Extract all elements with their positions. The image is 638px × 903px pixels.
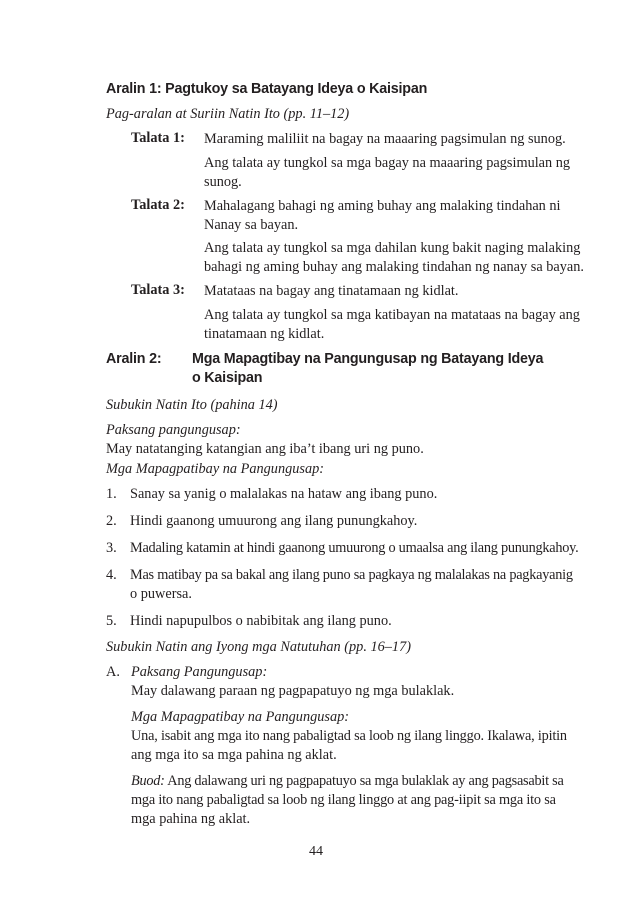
list-item-text: Madaling katamin at hindi gaanong umuurong o umaalsa ang ilang punungkahoy. — [130, 540, 579, 556]
page-number: 44 — [309, 844, 323, 859]
talata-3-note-line: tinatamaan ng kidlat. — [204, 326, 325, 342]
list-item-text: Hindi gaanong umuurong ang ilang punungkahoy. — [130, 513, 418, 529]
talata-1-note-line: sunog. — [204, 174, 242, 190]
section-a-buod-line-1 — [131, 771, 564, 791]
aralin1-heading: Aralin 1: Pagtukoy sa Batayang Ideya o Kaisipan — [106, 81, 428, 97]
section-a-paksang-label: Paksang Pangungusap: — [131, 664, 268, 680]
talata-1-note-line: Ang talata ay tungkol sa mga bagay na maaaring pagsimulan ng — [204, 155, 571, 171]
list-item-text: Mas matibay pa sa bakal ang ilang puno sa pagkaya ng malalakas na pagkayanig — [130, 567, 573, 583]
section-a-paksang-text: May dalawang paraan ng pagpapatuyo ng mga bulaklak. — [131, 683, 455, 699]
list-item-number: 2. — [106, 513, 117, 529]
aralin1-subtitle: Pag-aralan at Suriin Natin Ito (pp. 11–12) — [106, 106, 350, 122]
buod-label: Buod: — [131, 773, 165, 789]
list-item-number: 5. — [106, 613, 117, 629]
list-item-text: Sanay sa yanig o malalakas na hataw ang ibang puno. — [130, 486, 438, 502]
section-a-mapagpatibay-line: Una, isabit ang mga ito nang pabaligtad sa loob ng ilang linggo. Ikalawa, ipitin — [131, 728, 567, 744]
buod-text: Ang dalawang uri ng pagpapatuyo sa mga bulaklak ay ang pagsasabit sa — [164, 773, 564, 789]
paksang-label: Paksang pangungusap: — [106, 422, 241, 438]
list-item-number: 3. — [106, 540, 117, 556]
talata-3-text: Matataas na bagay ang tinatamaan ng kidlat. — [204, 283, 459, 299]
talata-2-note-line: Ang talata ay tungkol sa mga dahilan kung bakit naging malaking — [204, 240, 581, 256]
aralin2-title-line: Mga Mapagtibay na Pangungusap ng Batayang Ideya — [192, 351, 544, 367]
talata-1-label: Talata 1: — [131, 130, 185, 146]
section-a-letter: A. — [106, 664, 120, 680]
list-item-text: o puwersa. — [130, 586, 192, 602]
section-a-mapagpatibay-line: ang mga ito sa mga pahina ng aklat. — [131, 747, 337, 763]
list-item-number: 1. — [106, 486, 117, 502]
talata-2-text-line: Nanay sa bayan. — [204, 217, 299, 233]
talata-2-note-line: bahagi ng aming buhay ang malaking tindahan ng nanay sa bayan. — [204, 259, 584, 275]
section-a-buod-line: mga ito nang pabaligtad sa loob ng ilang linggo at ang pag-iipit sa mga ito sa — [131, 792, 556, 808]
mapagpatibay-label: Mga Mapagpatibay na Pangungusap: — [106, 461, 325, 477]
section-a-mapagpatibay-label: Mga Mapagpatibay na Pangungusap: — [131, 709, 350, 725]
subukin-heading: Subukin Natin Ito (pahina 14) — [106, 397, 278, 413]
section-a-buod-line: mga pahina ng aklat. — [131, 811, 251, 827]
talata-2-text-line: Mahalagang bahagi ng aming buhay ang malaking tindahan ni — [204, 198, 561, 214]
aralin2-label: Aralin 2: — [106, 351, 162, 367]
natutuhan-heading: Subukin Natin ang Iyong mga Natutuhan (pp. 16–17) — [106, 639, 411, 655]
aralin2-title-line: o Kaisipan — [192, 370, 263, 386]
talata-3-label: Talata 3: — [131, 282, 185, 298]
list-item-number: 4. — [106, 567, 117, 583]
list-item-text: Hindi napupulbos o nabibitak ang ilang puno. — [130, 613, 392, 629]
talata-1-text: Maraming maliliit na bagay na maaaring pagsimulan ng sunog. — [204, 131, 566, 147]
talata-2-label: Talata 2: — [131, 197, 185, 213]
talata-3-note-line: Ang talata ay tungkol sa mga katibayan na matataas na bagay ang — [204, 307, 580, 323]
paksang-text: May natatanging katangian ang iba’t ibang uri ng puno. — [106, 441, 424, 457]
